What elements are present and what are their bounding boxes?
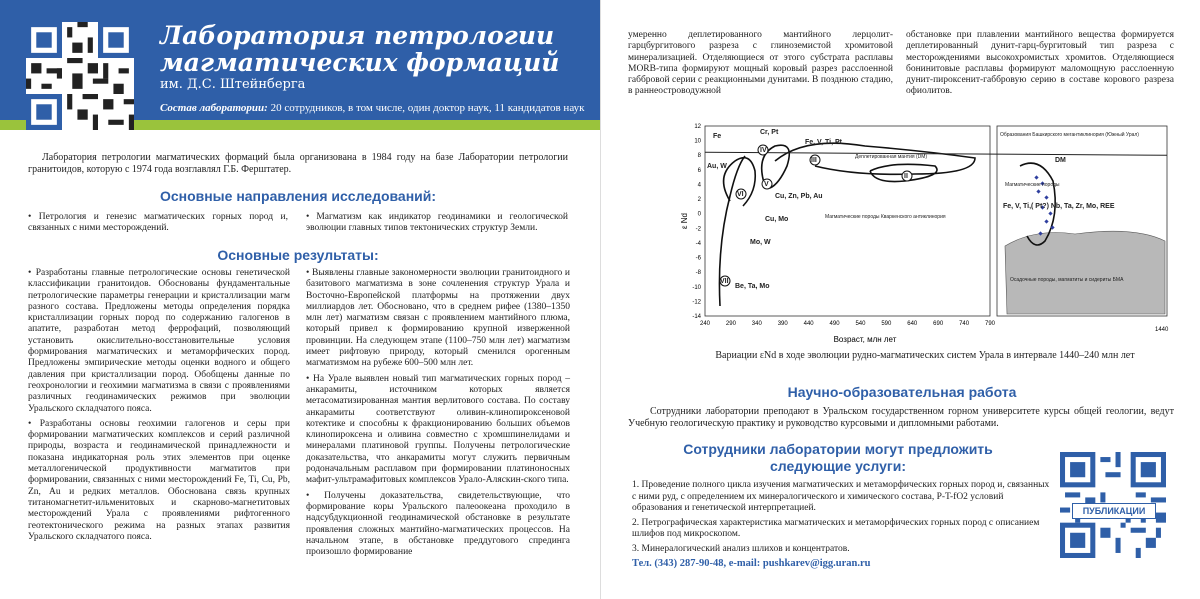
page-subtitle: им. Д.С. Штейнберга bbox=[160, 77, 306, 92]
education-text: Сотрудники лаборатории преподают в Уральском государственном горном университете курсы общей геологии, ведут Учебную геологическую практику и руководство курсовыми и дипломными работами. bbox=[628, 406, 1174, 429]
chart-annotation: Fe bbox=[713, 133, 722, 140]
chart-annotation: Магматические породы bbox=[1005, 182, 1060, 188]
result-item: • Разработаны главные петрологические основы генетической классификации гранитоидов. Обоснованы фундаментальные петрологические параметры генерации и кристаллизации магм разного состава. Предложены методы определения порядка кристаллизации горных пород по содержанию галогенов в апатите, разработан метод феррофаций, позволяющий установить окислительно-восстановительные условия формирования магматических и метаморфических пород. Предложены эмпирические методы оценки водного и общего давления при кристаллизации пород. Обобщены данные по геохронологии и геохимии магматизма в связи с проявлениями различных геодинамических режимов при эволюции Уральского складчатого пояса. bbox=[28, 268, 290, 414]
chart-annotation: VII bbox=[720, 278, 729, 285]
y-tick-label: -4 bbox=[695, 240, 701, 247]
qr-code-lab[interactable] bbox=[26, 22, 134, 130]
directions-heading: Основные направления исследований: bbox=[159, 188, 437, 204]
y-tick-label: 6 bbox=[697, 167, 701, 174]
result-item: • Получены доказательства, свидетельствующие, что формирование коры Уральского палеоокеана проходило в надсубдукционной геодинамической обстановке в результате проявления сложных мантийно-магматических процессов. На начальном этапе, в обстановке преддугового спрединга произошло формирование bbox=[306, 490, 570, 558]
x-axis-label: Возраст, млн лет bbox=[833, 335, 897, 344]
chart-annotation: DM bbox=[1055, 157, 1066, 164]
data-point bbox=[1036, 189, 1040, 193]
y-tick-label: -14 bbox=[692, 314, 701, 320]
x-tick-label: 1440 bbox=[1155, 327, 1169, 333]
chart-annotation: Деплетированная мантия (DM) bbox=[855, 154, 928, 160]
right-top-right-text: обстановке при плавлении мантийного вещества формируется деплетированный дунит-гарц-бургитовый тип разреза с месторождениями высокохромистых хромитов. Отделяющиеся бонинитовые расплавы формируют маломощную расслоенную дунит-пироксенит-габбровую серию в составе корового разреза офиолитов. bbox=[906, 30, 1174, 97]
results-right-column bbox=[306, 268, 570, 562]
y-tick-label: 0 bbox=[697, 211, 701, 218]
end-variation-chart bbox=[675, 116, 1175, 346]
chart-svg bbox=[675, 116, 1175, 346]
contact-info[interactable]: Тел. (343) 287-90-48, e-mail: pushkarev@igg.uran.ru bbox=[632, 558, 871, 569]
y-tick-label: 2 bbox=[697, 197, 701, 204]
chart-annotation: Осадочные породы, магматиты и сидериты БМА bbox=[1010, 277, 1124, 283]
chart-annotation: Au, W bbox=[707, 163, 727, 170]
y-tick-label: -2 bbox=[695, 226, 701, 233]
staff-label: Состав лаборатории: bbox=[160, 102, 268, 114]
chart-annotation: Cu, Mo bbox=[765, 216, 789, 223]
x-tick-label: 390 bbox=[777, 321, 788, 327]
x-tick-label: 640 bbox=[907, 321, 918, 327]
data-point bbox=[1048, 211, 1052, 215]
service-item: 2. Петрографическая характеристика магматических и метаморфических горных пород с описанием шлифов под микроскопом. bbox=[632, 517, 1040, 539]
x-tick-label: 590 bbox=[881, 321, 892, 327]
y-tick-label: -12 bbox=[692, 299, 701, 306]
x-tick-label: 340 bbox=[751, 321, 762, 327]
y-tick-label: 8 bbox=[697, 153, 701, 160]
x-tick-label: 790 bbox=[984, 321, 996, 327]
y-tick-label: 10 bbox=[694, 138, 701, 145]
y-tick-label: -6 bbox=[695, 255, 701, 262]
chart-annotation: Cr, Pt bbox=[760, 129, 779, 136]
sedimentary-region bbox=[1005, 231, 1165, 314]
staff-text: 20 сотрудников, в том числе, один доктор наук, 11 кандидатов наук bbox=[267, 102, 585, 114]
x-tick-label: 290 bbox=[725, 321, 736, 327]
y-tick-label: 4 bbox=[697, 182, 701, 189]
x-tick-label: 240 bbox=[699, 321, 711, 327]
result-item: • Разработаны основы геохимии галогенов и серы при формировании магматических комплексов и серий различной природы, возраста и геодинамической принадлежности и показана индикаторная роль этих элементов при оценке металлогенической продуктивности магматитов при формировании, связанных с ними месторождений Fe, Ti, Cu, Pb, Zn, Au и редких металлов. Обоснована связь крупных титаномагнетит-ильменитовых и скарново-магнетитовых месторождений Урала с проявлениями рифтогенного геотектонического режима на разных этапах развития Уральского складчатого пояса. bbox=[28, 418, 290, 542]
direction-right: • Магматизм как индикатор геодинамики и геологической эволюции главных типов тектонических структур Земли. bbox=[306, 212, 568, 234]
y-tick-label: 12 bbox=[694, 124, 701, 130]
chart-annotation: Be, Ta, Mo bbox=[735, 283, 770, 290]
page-title bbox=[160, 22, 559, 76]
data-point bbox=[1034, 175, 1038, 179]
title-line-1: Лаборатория петрологии bbox=[160, 21, 555, 50]
chart-annotation: Магматические породы Кваркенского антиклинория bbox=[825, 214, 946, 220]
chart-caption: Вариации εNd в ходе эволюции рудно-магматических систем Урала в интервале 1440–240 млн лет bbox=[715, 350, 1135, 361]
x-tick-label: 540 bbox=[855, 321, 866, 327]
education-heading: Научно-образовательная работа bbox=[787, 384, 1017, 400]
data-point bbox=[1044, 195, 1048, 199]
services-list bbox=[632, 480, 1052, 558]
y-axis-label: ε Nd bbox=[680, 212, 689, 230]
data-point bbox=[1044, 219, 1048, 223]
result-item: • На Урале выявлен новый тип магматических горных пород – анкарамиты, источником которых является метасоматизированная мантия верлитового состава. По составу анкарамиты соответствуют оливин-клинопироксеновой котектике и способны к фракционированию больших объемов клинопироксена и оливина совместно с хромшпинелидами и минералами платиновой группы. Получены петрологические доказательства, что анкарамиты могут служить первичным родоначальным расплавом при формировании платиноносных мафит-ультрамафитовых комплексов Урало-Аляскин-ского типа. bbox=[306, 373, 570, 486]
chart-annotation: III bbox=[811, 157, 817, 164]
title-line-2: магматических формаций bbox=[160, 48, 560, 77]
x-tick-label: 440 bbox=[803, 321, 814, 327]
staff-line bbox=[160, 102, 585, 114]
chart-annotation: Mo, W bbox=[750, 239, 771, 246]
x-tick-label: 690 bbox=[933, 321, 944, 327]
chart-annotation: Образования Башкирского мегантиклинория (Южный Урал) bbox=[1000, 132, 1139, 138]
chart-annotation: V bbox=[764, 181, 769, 188]
y-tick-label: -8 bbox=[695, 270, 701, 277]
chart-annotation: IV bbox=[760, 147, 767, 154]
x-tick-label: 740 bbox=[959, 321, 970, 327]
y-tick-label: -10 bbox=[692, 284, 701, 291]
result-item: • Выявлены главные закономерности эволюции гранитоидного и базитового магматизма в зоне сочленения структур Урала и Восточно-Европейской платформы на протяжении двух миллиардов лет. Обосновано, что в среднем рифее (1380–1350 млн лет) магматизм связан с проявлением мантийного плюма, который привел к формированию крупной изверженной провинции. На следующем этапе (1100–750 млн лет) магматизм имеет рифтовую природу, который сменился орогенным магматизмом на рубеже 600–500 млн лет. bbox=[306, 268, 570, 369]
service-item: 3. Минералогический анализ шлихов и концентратов. bbox=[632, 543, 850, 554]
service-item: 1. Проведение полного цикла изучения магматических и метаморфических горных пород и, связанных с ними руд, с определением их минералогического и химического состава, P-T-fO2 условий образования и генетической интерпретацией. bbox=[632, 480, 1050, 513]
results-heading: Основные результаты: bbox=[217, 247, 379, 263]
chart-annotation: Cu, Zn, Pb, Au bbox=[775, 193, 823, 200]
x-tick-label: 490 bbox=[829, 321, 840, 327]
services-heading-2: следующие услуги: bbox=[770, 458, 906, 474]
publications-label[interactable]: ПУБЛИКАЦИИ bbox=[1072, 503, 1156, 519]
chart-annotation: Fe, V, Ti, Pt bbox=[805, 139, 842, 146]
chart-annotation: VI bbox=[737, 191, 744, 198]
intro-paragraph: Лаборатория петрологии магматических формаций была организована в 1984 году на базе Лаборатории петрологии гранитоидов, которую с 1974 года возглавлял Г.Б. Ферштатер. bbox=[28, 152, 568, 175]
direction-left: • Петрология и генезис магматических горных пород и, связанных с ними месторождений. bbox=[28, 212, 288, 234]
services-heading-1: Сотрудники лаборатории могут предложить bbox=[683, 441, 993, 457]
chart-annotation: II bbox=[904, 173, 908, 180]
results-left-column bbox=[28, 268, 290, 547]
right-top-left-text: умеренно деплетированного мантийного лерцолит-гарцбургитового разреза с глиноземистой хромитовой минерализацией. Отделяющиеся от этого субстрата расплавы MORB-типа формируют мощный коровый разрез расслоенной габбровой серии с реакционными дунитами. В позднюю стадию, в раннеостроводужной bbox=[628, 30, 893, 97]
chart-annotation: Fe, V, Ti,( Pt?) Nb, Ta, Zr, Mo, REE bbox=[1003, 203, 1115, 210]
